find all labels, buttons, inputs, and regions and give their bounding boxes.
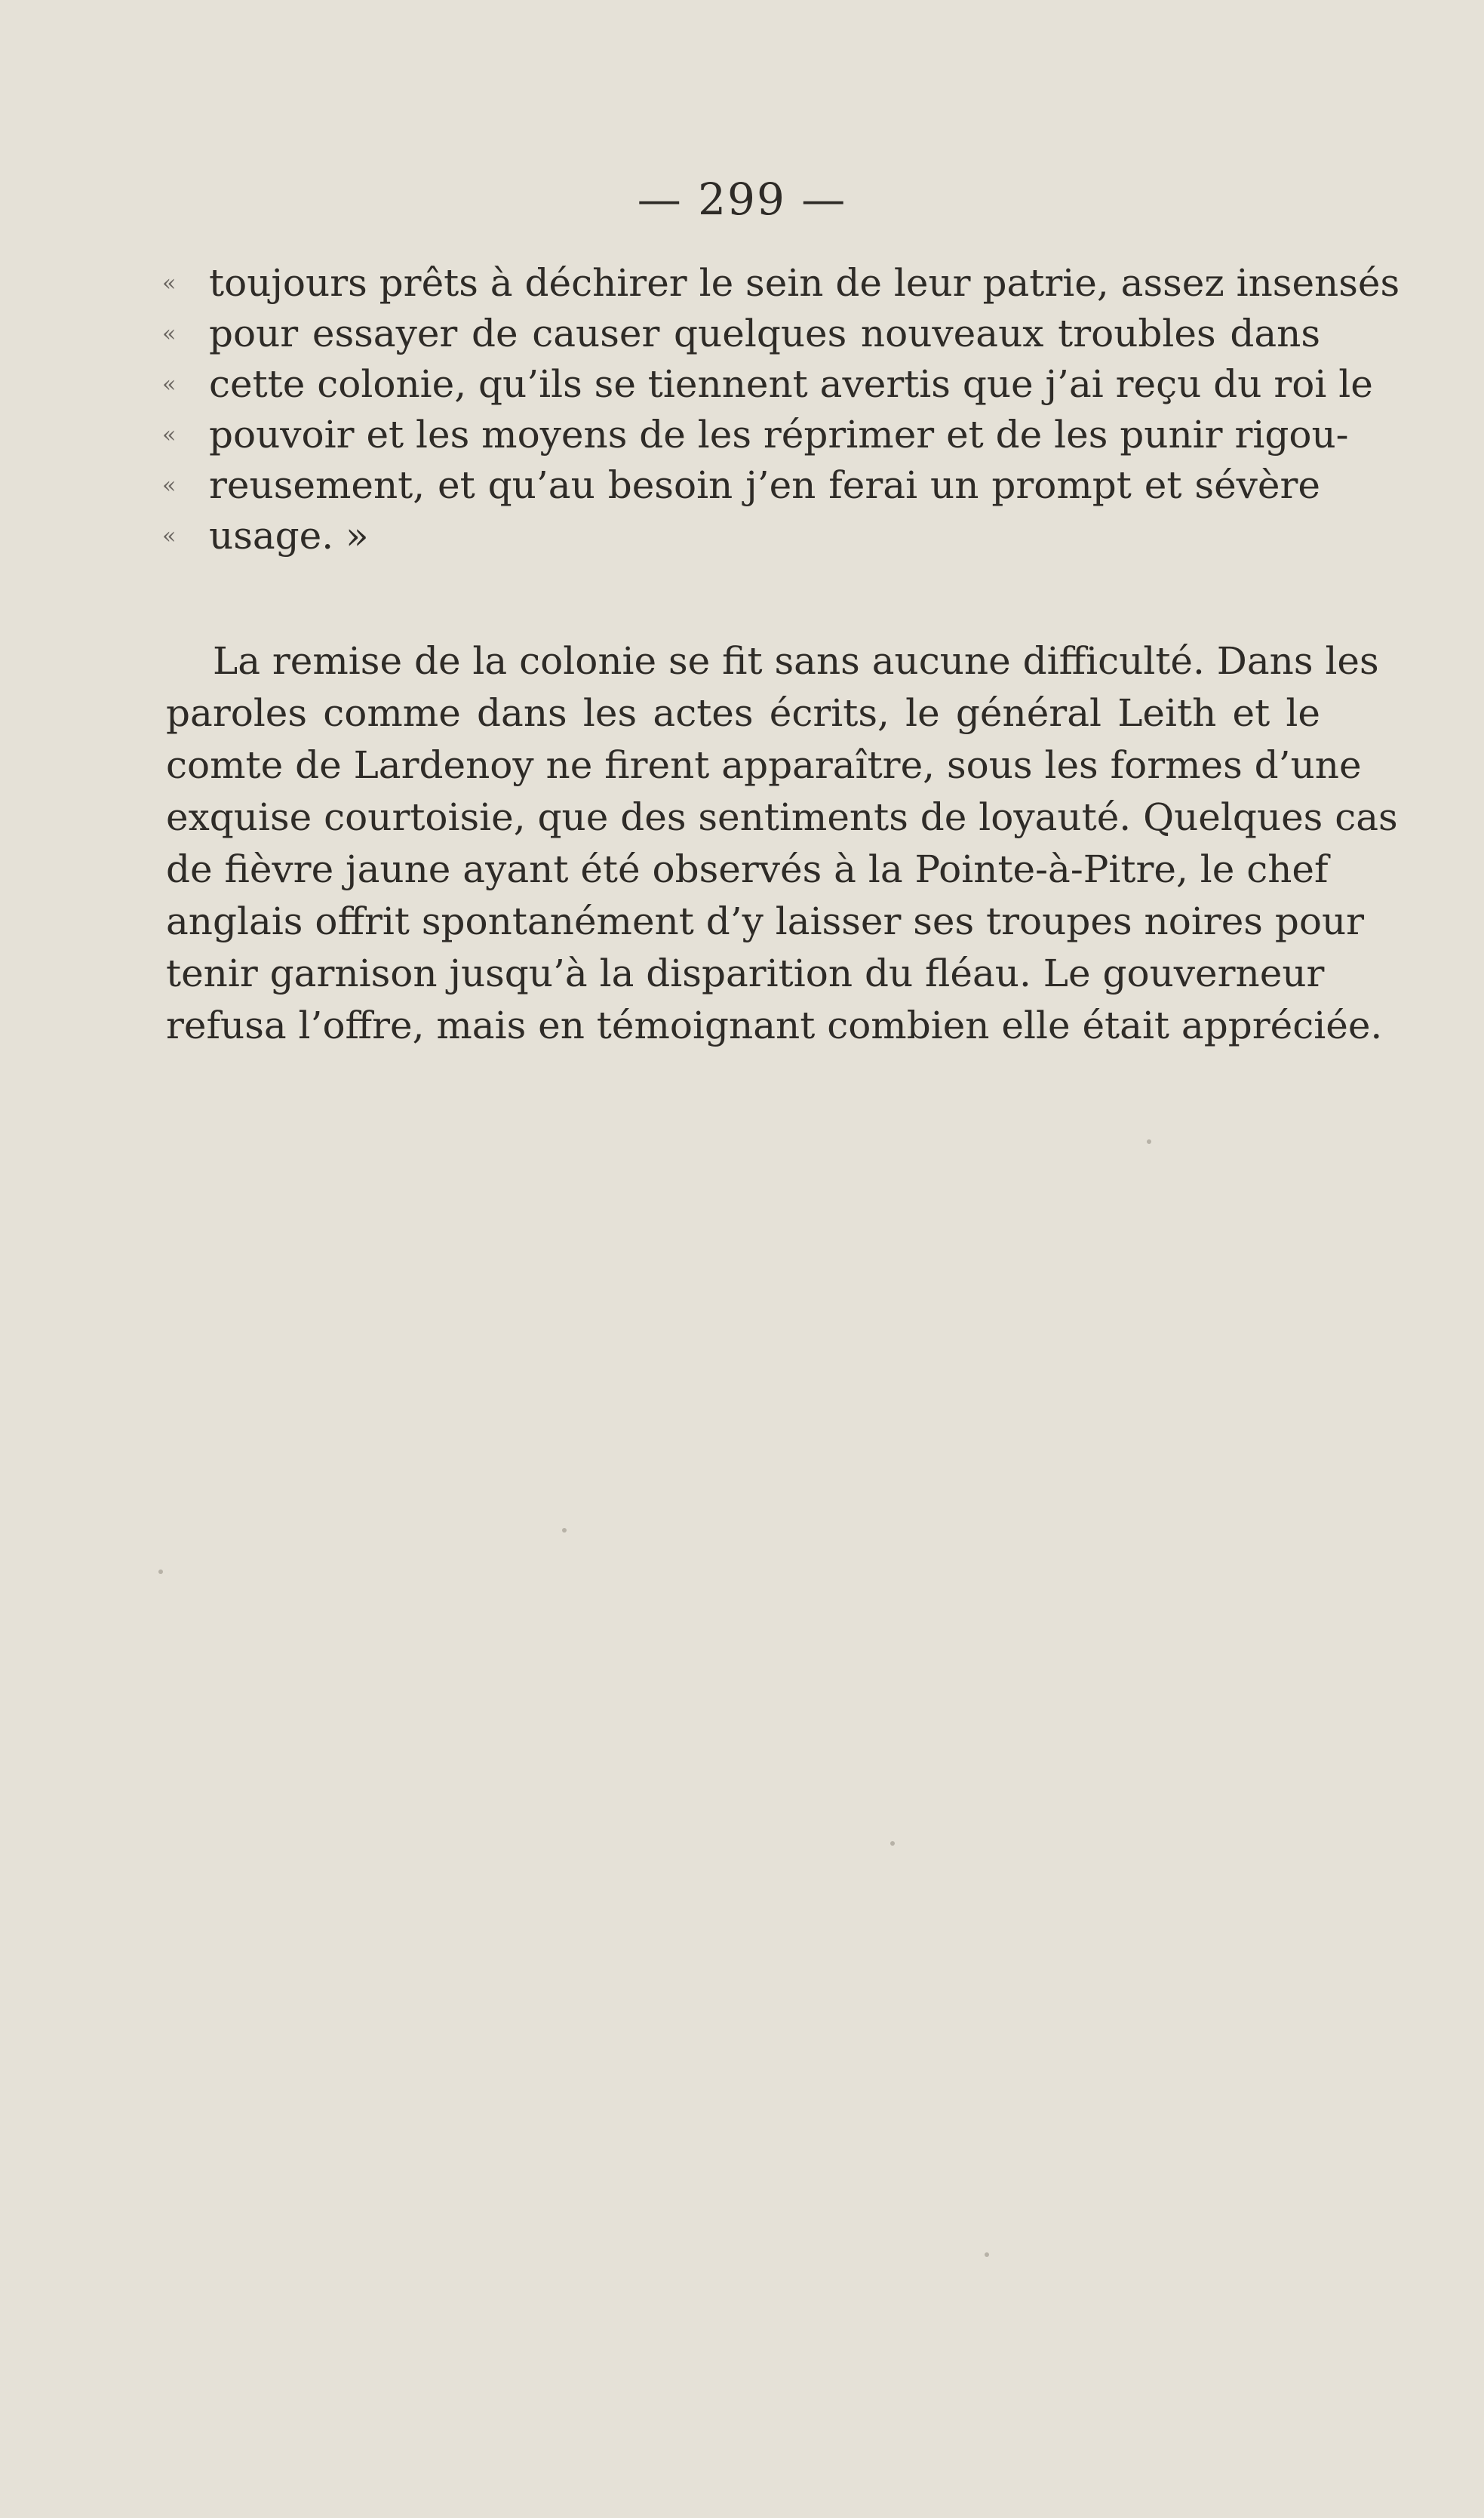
quote-line-text: cette colonie, qu’ils se tiennent avertis que j’ai reçu du roi le bbox=[209, 362, 1373, 406]
paragraph-line: refusa l’offre, mais en témoignant combien elle était appréciée. bbox=[166, 1004, 1383, 1047]
paragraph-line: anglais offrit spontanément d’y laisser ses troupes noires pour bbox=[166, 899, 1365, 943]
quote-line-text: usage. » bbox=[209, 514, 369, 558]
quoted-proclamation bbox=[162, 258, 1400, 561]
body-paragraph bbox=[166, 635, 1398, 1052]
quote-line bbox=[162, 258, 1400, 309]
quote-mark: « bbox=[162, 523, 177, 549]
paragraph-line: comte de Lardenoy ne firent apparaître, sous les formes d’une bbox=[166, 743, 1362, 787]
quote-mark: « bbox=[162, 321, 177, 347]
paragraph-line: de fièvre jaune ayant été observés à la Pointe-à-Pitre, le chef bbox=[166, 847, 1329, 891]
quote-mark: « bbox=[162, 270, 177, 297]
quote-line bbox=[162, 309, 1320, 359]
paragraph-line: La remise de la colonie se fit sans aucune difficulté. Dans les bbox=[213, 639, 1379, 683]
quote-line bbox=[162, 359, 1373, 410]
paper-speck bbox=[985, 2252, 989, 2257]
quote-line-text: toujours prêts à déchirer le sein de leur patrie, assez insensés bbox=[209, 261, 1400, 305]
paper-speck bbox=[562, 1528, 567, 1533]
quote-line-text: pour essayer de causer quelques nouveaux troubles dans bbox=[209, 312, 1320, 355]
paper-speck bbox=[890, 1841, 895, 1846]
paper-speck bbox=[1147, 1139, 1151, 1144]
quote-line-text: reusement, et qu’au besoin j’en ferai un prompt et sévère bbox=[209, 463, 1320, 507]
quote-mark: « bbox=[162, 472, 177, 499]
quote-line bbox=[162, 511, 1320, 561]
paragraph-line: tenir garnison jusqu’à la disparition du fléau. Le gouverneur bbox=[166, 952, 1325, 995]
paper-speck bbox=[158, 1570, 163, 1574]
quote-mark: « bbox=[162, 371, 177, 398]
paragraph-line: paroles comme dans les actes écrits, le général Leith et le bbox=[166, 691, 1320, 735]
paragraph-line: exquise courtoisie, que des sentiments de loyauté. Quelques cas bbox=[166, 795, 1398, 839]
quote-line bbox=[162, 410, 1349, 460]
page-number: — 299 — bbox=[637, 174, 847, 225]
quote-line-text: pouvoir et les moyens de les réprimer et de les punir rigou- bbox=[209, 413, 1349, 457]
quote-line bbox=[162, 460, 1320, 511]
quote-mark: « bbox=[162, 422, 177, 448]
